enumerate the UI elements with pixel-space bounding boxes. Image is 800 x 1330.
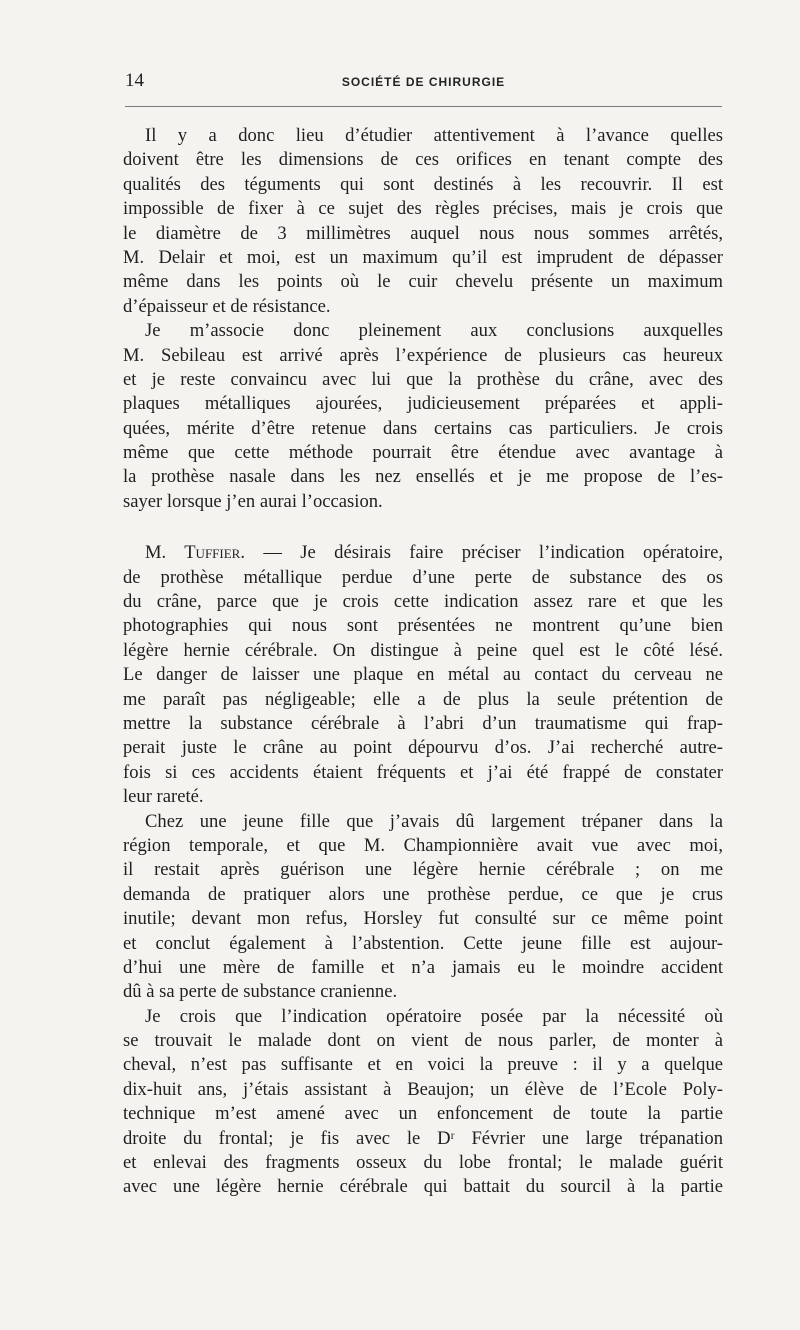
text-line: cheval, n’est pas suffisante et en voici la preuve : il y a quelque xyxy=(123,1054,723,1076)
text-line: droite du frontal; je fis avec le Dʳ Février une large trépanation xyxy=(123,1127,723,1149)
text-line: se trouvait le malade dont on vient de nous parler, de monter à xyxy=(123,1030,723,1052)
text-line: plaques métalliques ajourées, judicieusement préparées et appli- xyxy=(123,393,723,415)
text-line: le diamètre de 3 millimètres auquel nous nous sommes arrêtés, xyxy=(123,222,723,244)
text-line: demanda de pratiquer alors une prothèse perdue, ce que je crus xyxy=(123,883,723,905)
text-line: technique m’est amené avec un enfoncement de toute la partie xyxy=(123,1103,723,1125)
text-line: mettre la substance cérébrale à l’abri d’un traumatisme qui frap- xyxy=(123,712,723,734)
text-line: qualités des téguments qui sont destinés à les recouvrir. Il est xyxy=(123,173,723,195)
text-line: doivent être les dimensions de ces orifices en tenant compte des xyxy=(123,149,723,171)
paragraph xyxy=(123,319,723,514)
text-line: Je m’associe donc pleinement aux conclusions auxquelles xyxy=(145,320,723,342)
text-line: sayer lorsque j’en aurai l’occasion. xyxy=(123,490,383,512)
text-line: Je crois que l’indication opératoire posée par la nécessité où xyxy=(145,1005,723,1027)
page-number: 14 xyxy=(125,70,144,91)
text-line: même que cette méthode pourrait être étendue avec avantage à xyxy=(123,442,723,464)
text-line: impossible de fixer à ce sujet des règles précises, mais je crois que xyxy=(123,198,723,220)
text-line-content: — Je désirais faire préciser l’indication opératoire, xyxy=(245,542,723,564)
text-line: de prothèse métallique perdue d’une perte de substance des os xyxy=(123,566,723,588)
text-line: photographies qui nous sont présentées ne montrent qu’une bien xyxy=(123,615,723,637)
paragraph xyxy=(123,810,723,1005)
paragraph xyxy=(123,1005,723,1200)
running-head xyxy=(125,70,722,98)
text-line: d’épaisseur et de résistance. xyxy=(123,295,331,317)
text-line: région temporale, et que M. Championnière avait vue avec moi, xyxy=(123,834,723,856)
text-line: dix-huit ans, j’étais assistant à Beaujon; un élève de l’Ecole Poly- xyxy=(123,1078,723,1100)
running-title: SOCIÉTÉ DE CHIRURGIE xyxy=(341,75,506,89)
text-line: même dans les points où le cuir chevelu présente un maximum xyxy=(123,271,723,293)
text-line: dû à sa perte de substance cranienne. xyxy=(123,981,398,1003)
text-line: Le danger de laisser une plaque en métal au contact du cerveau ne xyxy=(123,664,723,686)
text-line: Il y a donc lieu d’étudier attentivement à l’avance quelles xyxy=(145,125,723,146)
text-line: M. Sebileau est arrivé après l’expérience de plusieurs cas heureux xyxy=(123,344,723,366)
paragraph xyxy=(123,541,723,809)
speaker-name: M. Tuffier. xyxy=(145,542,245,564)
text-line: il restait après guérison une légère hernie cérébrale ; on me xyxy=(123,859,723,881)
paragraph xyxy=(123,124,723,319)
text-line: et enlevai des fragments osseux du lobe frontal; le malade guérit xyxy=(123,1152,723,1174)
text-line: avec une légère hernie cérébrale qui battait du sourcil à la partie xyxy=(123,1176,723,1198)
text-line: inutile; devant mon refus, Horsley fut consulté sur ce même point xyxy=(123,908,723,930)
body-text xyxy=(123,124,723,1200)
text-line: du crâne, parce que je crois cette indication assez rare et que les xyxy=(123,591,723,613)
text-line: la prothèse nasale dans les nez ensellés et je me propose de l’es- xyxy=(123,466,723,488)
text-line: et conclut également à l’abstention. Cette jeune fille est aujour- xyxy=(123,932,723,954)
text-line xyxy=(123,541,723,565)
text-line: d’hui une mère de famille et n’a jamais eu le moindre accident xyxy=(123,956,723,978)
text-line: légère hernie cérébrale. On distingue à peine quel est le côté lésé. xyxy=(123,639,723,661)
text-line: perait juste le crâne au point dépourvu d’os. J’ai recherché autre- xyxy=(123,737,723,759)
text-line: quées, mérite d’être retenue dans certains cas particuliers. Je crois xyxy=(123,417,723,439)
text-line: M. Delair et moi, est un maximum qu’il est imprudent de dépasser xyxy=(123,246,723,268)
paragraph-gap xyxy=(123,514,723,541)
text-line: Chez une jeune fille que j’avais dû largement trépaner dans la xyxy=(145,810,723,832)
text-line: fois si ces accidents étaient fréquents et j’ai été frappé de constater xyxy=(123,761,723,783)
text-line: leur rareté. xyxy=(123,786,204,808)
text-line: et je reste convaincu avec lui que la prothèse du crâne, avec des xyxy=(123,368,723,390)
header-rule xyxy=(125,106,722,107)
text-line: me paraît pas négligeable; elle a de plus la seule prétention de xyxy=(123,688,723,710)
